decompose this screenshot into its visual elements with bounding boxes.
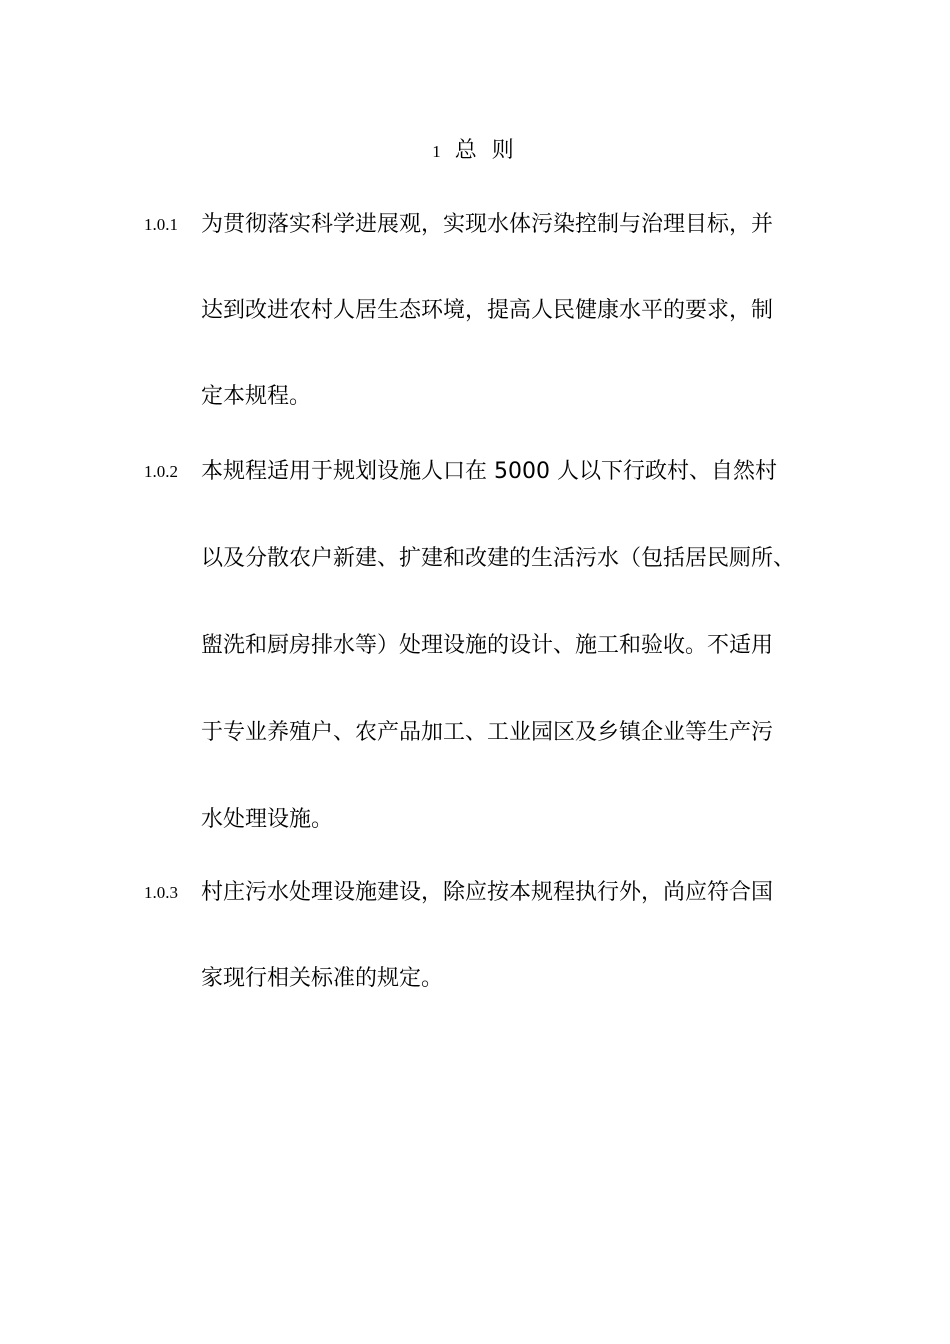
clause-text-line: 家现行相关标准的规定。: [201, 966, 444, 991]
chapter-number: 1: [432, 142, 441, 161]
clause-number: 1.0.1: [144, 215, 178, 234]
chapter-title: 总 则: [454, 138, 518, 163]
clause-text-line: 水处理设施。: [201, 807, 334, 832]
clause-text-line: 为贯彻落实科学进展观，实现水体污染控制与治理目标，并: [201, 212, 774, 237]
clause-text-line: 以及分散农户新建、扩建和改建的生活污水（包括居民厕所、: [201, 546, 796, 571]
clause-text-line: 盥洗和厨房排水等）处理设施的设计、施工和验收。不适用: [201, 633, 774, 658]
clause-text-line: 村庄污水处理设施建设，除应按本规程执行外，尚应符合国: [201, 880, 774, 905]
clause-text-line: 于专业养殖户、农产品加工、工业园区及乡镇企业等生产污: [201, 720, 774, 745]
clause-number: 1.0.2: [144, 462, 178, 481]
clause-text-line: 达到改进农村人居生态环境，提高人民健康水平的要求，制: [201, 298, 774, 323]
clause-number: 1.0.3: [144, 883, 178, 902]
clause-text-line: 本规程适用于规划设施人口在 5000 人以下行政村、自然村: [201, 459, 777, 484]
chapter-heading: [0, 136, 950, 167]
clause-text-line: 定本规程。: [201, 384, 312, 409]
